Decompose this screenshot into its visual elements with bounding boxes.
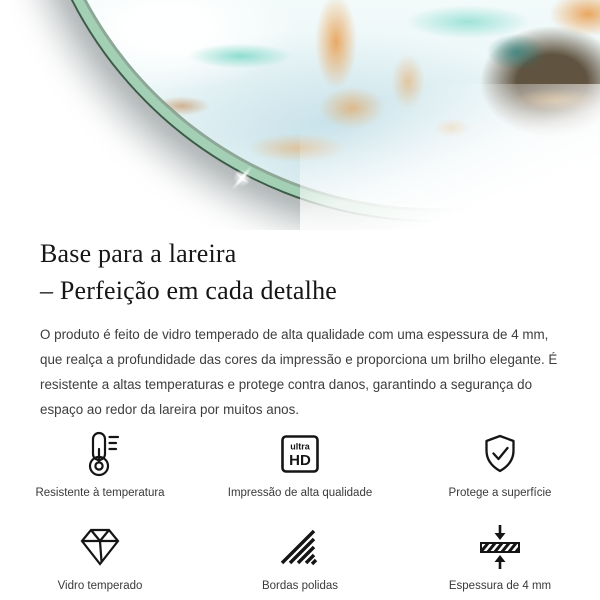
page-title bbox=[40, 235, 566, 309]
feature-thickness bbox=[400, 523, 600, 592]
svg-text:ultra: ultra bbox=[290, 441, 310, 452]
sparkle-icon bbox=[228, 164, 256, 192]
feature-label: Impressão de alta qualidade bbox=[227, 487, 373, 499]
feature-print-quality bbox=[200, 430, 400, 499]
polished-edges-icon bbox=[278, 523, 322, 571]
feature-tempered-glass bbox=[0, 523, 200, 592]
feature-label: Bordas polidas bbox=[261, 580, 339, 592]
feature-label: Espessura de 4 mm bbox=[448, 580, 552, 592]
feature-label: Resistente à temperatura bbox=[35, 487, 165, 499]
page-title-line1: Base para a lareira bbox=[40, 239, 237, 268]
feature-polished-edges bbox=[200, 523, 400, 592]
page-title-line2: – Perfeição em cada detalhe bbox=[40, 276, 338, 305]
image-white-fade bbox=[300, 84, 600, 230]
description-section bbox=[0, 230, 600, 592]
thickness-icon bbox=[478, 523, 522, 571]
feature-grid bbox=[0, 430, 600, 592]
thermometer-icon bbox=[78, 430, 122, 478]
feature-label: Protege a superfície bbox=[448, 487, 552, 499]
shield-check-icon bbox=[478, 430, 522, 478]
feature-label: Vidro temperado bbox=[57, 580, 143, 592]
feature-temperature bbox=[0, 430, 200, 499]
diamond-icon bbox=[77, 523, 123, 571]
product-description: O produto é feito de vidro temperado de alta qualidade com uma espessura de 4 mm, que realça a profundidade das cores da impressão e proporciona um brilho elegante. É resistente a altas temperaturas e protege contra danos, garantindo a segurança do espaço ao redor da lareira por muitos anos. bbox=[40, 327, 558, 417]
svg-text:HD: HD bbox=[289, 452, 311, 469]
product-image bbox=[0, 0, 600, 230]
feature-protection bbox=[400, 430, 600, 499]
ultra-hd-icon bbox=[278, 430, 322, 478]
